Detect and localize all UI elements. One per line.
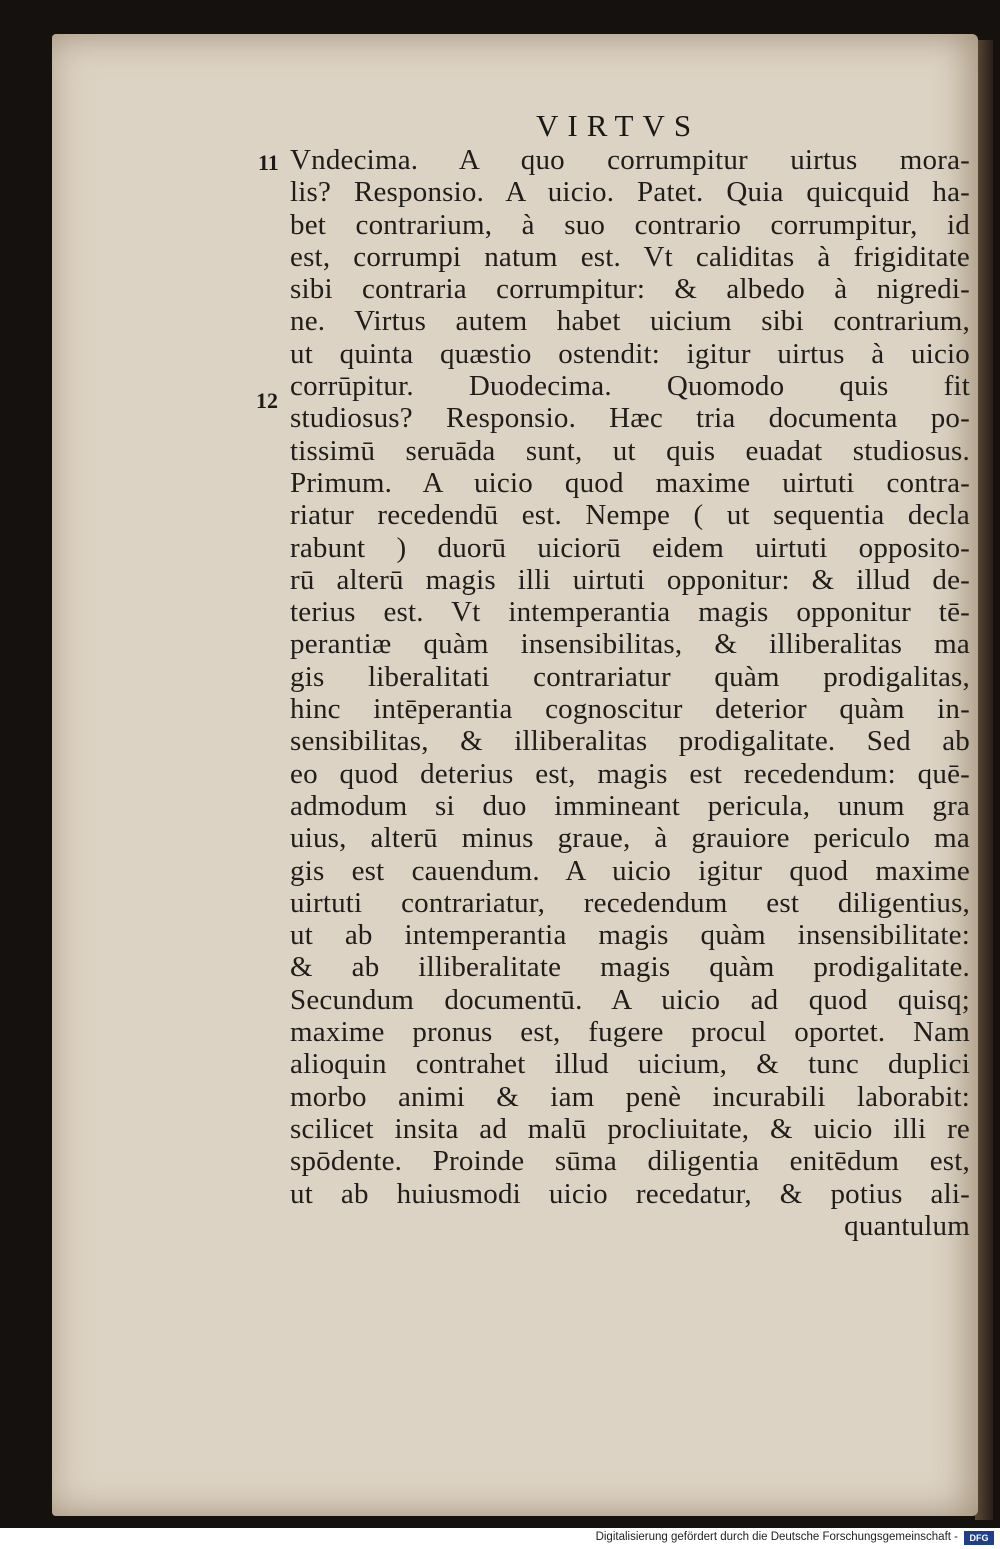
text-line: ut ab intemperantia magis quàm insensibilitate: — [290, 919, 970, 952]
text-line: Secundum documentū. A uicio ad quod quisq; — [290, 983, 970, 1016]
text-line: Vndecima. A quo corrumpitur uirtus mora- — [290, 144, 970, 176]
text-line: riatur recedendū est. Nempe ( ut sequentia decla — [290, 499, 970, 532]
body-text — [290, 144, 970, 1242]
text-line: sibi contraria corrumpitur: & albedo à nigredi- — [290, 273, 970, 306]
text-line: gis liberalitati contrariatur quàm prodigalitas, — [290, 660, 970, 693]
marginal-number-11: 11 — [258, 150, 279, 175]
text-line: hinc intēperantia cognoscitur deterior quàm in- — [290, 693, 970, 726]
text-line: ne. Virtus autem habet uicium sibi contrarium, — [290, 305, 970, 338]
text-line: uirtuti contrariatur, recedendum est diligentius, — [290, 886, 970, 919]
text-line: sensibilitas, & illiberalitas prodigalitate. Sed ab — [290, 725, 970, 758]
text-line: est, corrumpi natum est. Vt caliditas à frigiditate — [290, 240, 970, 273]
text-line: alioquin contrahet illud uicium, & tunc duplici — [290, 1048, 970, 1081]
text-line: uius, alterū minus graue, à grauiore periculo ma — [290, 822, 970, 855]
footer-credit: Digitalisierung gefördert durch die Deutsche Forschungsgemeinschaft - — [595, 1531, 958, 1543]
text-line: studiosus? Responsio. Hæc tria documenta po- — [290, 402, 970, 435]
text-line: eo quod deterius est, magis est recedendum: quē- — [290, 757, 970, 790]
text-line: tissimū seruāda sunt, ut quis euadat studiosus. — [290, 434, 970, 467]
text-line: ut ab huiusmodi uicio recedatur, & potius ali- — [290, 1177, 970, 1210]
text-line: ut quinta quæstio ostendit: igitur uirtus à uicio — [290, 337, 970, 370]
text-line: maxime pronus est, fugere procul oportet. Nam — [290, 1016, 970, 1049]
text-line: spōdente. Proinde sūma diligentia enitēdum est, — [290, 1145, 970, 1178]
text-line: rabunt ) duorū uiciorū eidem uirtuti opposito- — [290, 531, 970, 564]
text-line: perantiæ quàm insensibilitas, & illiberalitas ma — [290, 628, 970, 661]
marginal-number-12: 12 — [256, 388, 278, 413]
text-line: bet contrarium, à suo contrario corrumpitur, id — [290, 208, 970, 241]
text-line: morbo animi & iam penè incurabili laborabit: — [290, 1080, 970, 1113]
text-line: rū alterū magis illi uirtuti opponitur: & illud de- — [290, 563, 970, 596]
text-line: terius est. Vt intemperantia magis opponitur tē- — [290, 596, 970, 629]
text-line: scilicet insita ad malū procliuitate, & uicio illi re — [290, 1112, 970, 1145]
running-head: VIRTVS — [536, 108, 701, 143]
dfg-logo: DFG — [964, 1531, 994, 1545]
text-line: gis est cauendum. A uicio igitur quod maxime — [290, 854, 970, 887]
catchword: quantulum — [844, 1209, 970, 1242]
text-line: lis? Responsio. A uicio. Patet. Quia quicquid ha- — [290, 176, 970, 209]
text-line: admodum si duo immineant pericula, unum gra — [290, 789, 970, 822]
text-line: corrūpitur. Duodecima. Quomodo quis fit — [290, 370, 970, 403]
text-line: & ab illiberalitate magis quàm prodigalitate. — [290, 951, 970, 984]
text-line: Primum. A uicio quod maxime uirtuti contra- — [290, 466, 970, 499]
